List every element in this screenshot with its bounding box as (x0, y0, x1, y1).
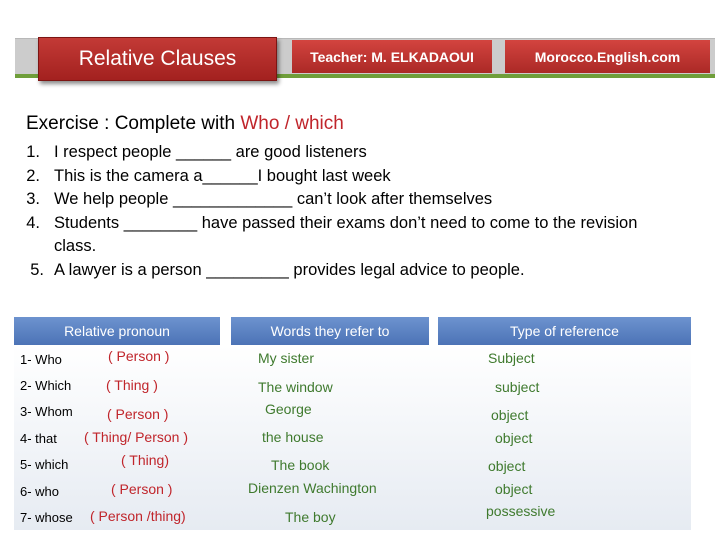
reference-type: object (491, 407, 529, 423)
pronoun-value: ( Thing/ Person ) (84, 429, 189, 445)
pronoun-value: ( Thing ) (106, 377, 158, 393)
exercise-item (14, 212, 654, 259)
exercise-title (26, 113, 344, 135)
referent-word: The book (271, 457, 330, 473)
exercise-item-text: A lawyer is a person _________ provides legal advice to people. (54, 260, 525, 279)
exercise-item-number: 4. (26, 213, 40, 232)
table-header-pronoun: Relative pronoun (14, 317, 220, 345)
exercise-item-text: This is the camera a______I bought last week (54, 166, 391, 185)
teacher-label: Teacher: M. ELKADAOUI (292, 40, 492, 73)
exercise-item-text: Students ________ have passed their exams don’t need to come to the revision class. (54, 213, 638, 255)
pronoun-label: 7- whose (20, 510, 73, 525)
referent-word: The window (258, 379, 333, 395)
pronoun-value: ( Person /thing) (90, 508, 186, 524)
exercise-item (14, 165, 704, 189)
exercise-item-text: We help people _____________ can’t look after themselves (54, 190, 493, 208)
reference-type: Subject (488, 350, 535, 366)
exercise-item-number: 3. (26, 190, 40, 208)
pronoun-label: 2- Which (20, 378, 72, 393)
reference-type: object (495, 430, 533, 446)
pronoun-label: 4- that (20, 431, 57, 446)
exercise-title-prefix: Exercise : Complete with (26, 113, 236, 134)
exercise-item-text: I respect people ______ are good listeners (54, 143, 367, 161)
referent-word: The boy (285, 509, 336, 525)
reference-type: object (495, 481, 533, 497)
pronoun-value: ( Person ) (108, 348, 170, 364)
referent-word: the house (262, 429, 324, 445)
referent-word: George (265, 401, 312, 417)
exercise-item (14, 141, 704, 165)
pronoun-label: 3- Whom (20, 404, 73, 419)
pronoun-value: ( Person ) (111, 481, 173, 497)
website-label: Morocco.English.com (505, 40, 710, 73)
reference-type: subject (495, 379, 540, 395)
exercise-item-number: 5. (30, 260, 44, 279)
pronoun-label: 5- which (20, 457, 69, 472)
exercise-item-number: 2. (26, 166, 40, 185)
reference-type: possessive (486, 503, 556, 519)
exercise-title-accent: Who / which (240, 113, 344, 134)
referent-word: My sister (258, 350, 314, 366)
pronoun-value: ( Person ) (107, 406, 169, 422)
pronoun-label: 6- who (20, 484, 60, 499)
referent-word: Dienzen Wachington (248, 480, 377, 496)
table-header-type: Type of reference (438, 317, 691, 345)
exercise-item (14, 259, 704, 283)
exercise-item-number: 1. (26, 143, 40, 161)
table-header-words: Words they refer to (231, 317, 429, 345)
pronoun-value: ( Thing) (121, 452, 169, 468)
exercise-item (14, 188, 704, 212)
slide-title: Relative Clauses (38, 37, 277, 81)
reference-type: object (488, 458, 526, 474)
table-body (14, 345, 691, 530)
pronoun-label: 1- Who (20, 352, 62, 367)
exercise-list (14, 141, 704, 282)
